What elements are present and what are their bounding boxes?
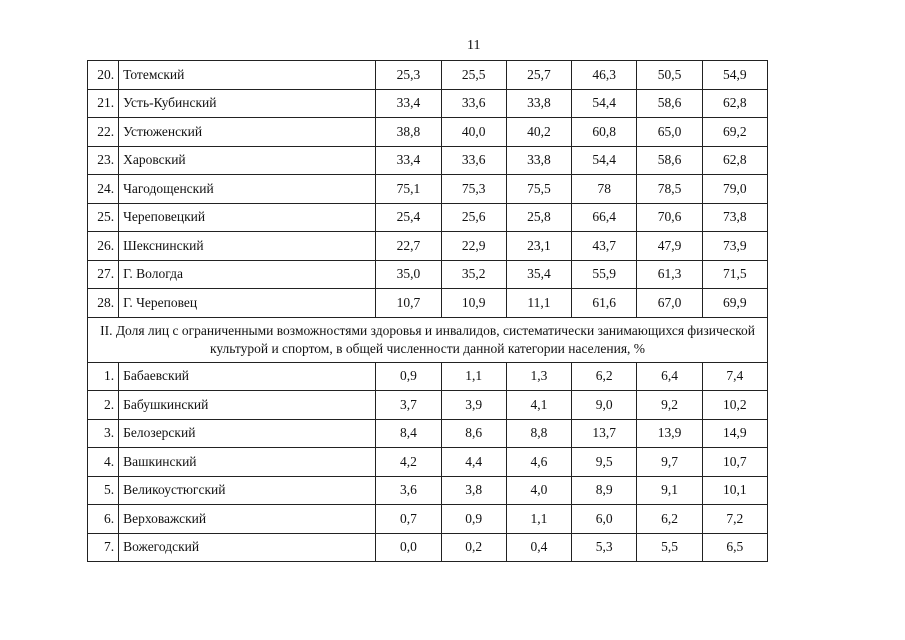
- table-section: [88, 317, 768, 362]
- district-name: Чагодощенский: [119, 175, 376, 204]
- table-row: [88, 448, 768, 477]
- value-cell: 5,5: [637, 533, 702, 562]
- row-number: 6.: [88, 505, 119, 534]
- value-cell: 66,4: [572, 203, 637, 232]
- value-cell: 6,2: [572, 362, 637, 391]
- row-number: 26.: [88, 232, 119, 261]
- value-cell: 35,4: [506, 260, 571, 289]
- value-cell: 4,1: [506, 391, 571, 420]
- row-number: 25.: [88, 203, 119, 232]
- district-name: Харовский: [119, 146, 376, 175]
- district-name: Череповецкий: [119, 203, 376, 232]
- district-name: Усть-Кубинский: [119, 89, 376, 118]
- value-cell: 62,8: [702, 146, 767, 175]
- value-cell: 73,9: [702, 232, 767, 261]
- row-number: 4.: [88, 448, 119, 477]
- value-cell: 75,5: [506, 175, 571, 204]
- table-row: [88, 61, 768, 90]
- district-name: Шекснинский: [119, 232, 376, 261]
- value-cell: 1,1: [441, 362, 506, 391]
- value-cell: 25,5: [441, 61, 506, 90]
- value-cell: 35,2: [441, 260, 506, 289]
- value-cell: 6,4: [637, 362, 702, 391]
- value-cell: 55,9: [572, 260, 637, 289]
- value-cell: 0,9: [376, 362, 441, 391]
- value-cell: 4,2: [376, 448, 441, 477]
- table-row: [88, 118, 768, 147]
- value-cell: 33,8: [506, 89, 571, 118]
- row-number: 3.: [88, 419, 119, 448]
- table-body-bottom: [88, 362, 768, 562]
- table-row: [88, 175, 768, 204]
- value-cell: 0,0: [376, 533, 441, 562]
- indicator-table: [87, 60, 768, 562]
- district-name: Тотемский: [119, 61, 376, 90]
- value-cell: 10,2: [702, 391, 767, 420]
- value-cell: 6,5: [702, 533, 767, 562]
- value-cell: 33,8: [506, 146, 571, 175]
- table-row: [88, 419, 768, 448]
- value-cell: 13,9: [637, 419, 702, 448]
- row-number: 20.: [88, 61, 119, 90]
- district-name: Великоустюгский: [119, 476, 376, 505]
- value-cell: 67,0: [637, 289, 702, 318]
- value-cell: 33,4: [376, 89, 441, 118]
- value-cell: 8,4: [376, 419, 441, 448]
- value-cell: 50,5: [637, 61, 702, 90]
- table-row: [88, 533, 768, 562]
- value-cell: 10,9: [441, 289, 506, 318]
- section-header-row: [88, 317, 768, 362]
- table-row: [88, 289, 768, 318]
- value-cell: 33,6: [441, 146, 506, 175]
- value-cell: 5,3: [572, 533, 637, 562]
- value-cell: 10,7: [702, 448, 767, 477]
- value-cell: 54,9: [702, 61, 767, 90]
- value-cell: 6,2: [637, 505, 702, 534]
- value-cell: 33,4: [376, 146, 441, 175]
- value-cell: 10,1: [702, 476, 767, 505]
- value-cell: 3,7: [376, 391, 441, 420]
- value-cell: 75,3: [441, 175, 506, 204]
- value-cell: 43,7: [572, 232, 637, 261]
- table-body-top: [88, 61, 768, 318]
- value-cell: 4,0: [506, 476, 571, 505]
- value-cell: 62,8: [702, 89, 767, 118]
- value-cell: 22,7: [376, 232, 441, 261]
- value-cell: 23,1: [506, 232, 571, 261]
- value-cell: 75,1: [376, 175, 441, 204]
- value-cell: 3,9: [441, 391, 506, 420]
- value-cell: 7,2: [702, 505, 767, 534]
- value-cell: 35,0: [376, 260, 441, 289]
- value-cell: 8,6: [441, 419, 506, 448]
- value-cell: 7,4: [702, 362, 767, 391]
- value-cell: 0,2: [441, 533, 506, 562]
- district-name: Г. Череповец: [119, 289, 376, 318]
- district-name: Верховажский: [119, 505, 376, 534]
- value-cell: 0,7: [376, 505, 441, 534]
- table-row: [88, 362, 768, 391]
- value-cell: 54,4: [572, 146, 637, 175]
- row-number: 22.: [88, 118, 119, 147]
- value-cell: 4,6: [506, 448, 571, 477]
- row-number: 7.: [88, 533, 119, 562]
- table-row: [88, 391, 768, 420]
- value-cell: 3,6: [376, 476, 441, 505]
- table-row: [88, 260, 768, 289]
- value-cell: 40,2: [506, 118, 571, 147]
- value-cell: 33,6: [441, 89, 506, 118]
- value-cell: 40,0: [441, 118, 506, 147]
- value-cell: 9,7: [637, 448, 702, 477]
- value-cell: 73,8: [702, 203, 767, 232]
- table-row: [88, 232, 768, 261]
- row-number: 1.: [88, 362, 119, 391]
- value-cell: 58,6: [637, 146, 702, 175]
- district-name: Г. Вологда: [119, 260, 376, 289]
- value-cell: 0,4: [506, 533, 571, 562]
- table-row: [88, 505, 768, 534]
- district-name: Вожегодский: [119, 533, 376, 562]
- district-name: Бабаевский: [119, 362, 376, 391]
- value-cell: 4,4: [441, 448, 506, 477]
- value-cell: 22,9: [441, 232, 506, 261]
- value-cell: 69,2: [702, 118, 767, 147]
- value-cell: 1,3: [506, 362, 571, 391]
- row-number: 28.: [88, 289, 119, 318]
- value-cell: 46,3: [572, 61, 637, 90]
- section-title: II. Доля лиц с ограниченными возможностями здоровья и инвалидов, систематически занимающихся физической культурой и спортом, в общей численности данной категории населения, %: [88, 317, 768, 362]
- value-cell: 78,5: [637, 175, 702, 204]
- value-cell: 38,8: [376, 118, 441, 147]
- value-cell: 25,6: [441, 203, 506, 232]
- value-cell: 6,0: [572, 505, 637, 534]
- value-cell: 61,3: [637, 260, 702, 289]
- table-row: [88, 89, 768, 118]
- value-cell: 25,3: [376, 61, 441, 90]
- value-cell: 58,6: [637, 89, 702, 118]
- district-name: Белозерский: [119, 419, 376, 448]
- page-number: 11: [467, 38, 481, 53]
- value-cell: 78: [572, 175, 637, 204]
- value-cell: 25,7: [506, 61, 571, 90]
- value-cell: 13,7: [572, 419, 637, 448]
- table-row: [88, 476, 768, 505]
- district-name: Вашкинский: [119, 448, 376, 477]
- value-cell: 1,1: [506, 505, 571, 534]
- value-cell: 70,6: [637, 203, 702, 232]
- value-cell: 65,0: [637, 118, 702, 147]
- value-cell: 9,0: [572, 391, 637, 420]
- value-cell: 8,9: [572, 476, 637, 505]
- row-number: 21.: [88, 89, 119, 118]
- value-cell: 9,5: [572, 448, 637, 477]
- row-number: 24.: [88, 175, 119, 204]
- value-cell: 79,0: [702, 175, 767, 204]
- value-cell: 71,5: [702, 260, 767, 289]
- district-name: Бабушкинский: [119, 391, 376, 420]
- table-row: [88, 203, 768, 232]
- value-cell: 25,4: [376, 203, 441, 232]
- table-row: [88, 146, 768, 175]
- value-cell: 54,4: [572, 89, 637, 118]
- value-cell: 8,8: [506, 419, 571, 448]
- value-cell: 11,1: [506, 289, 571, 318]
- value-cell: 60,8: [572, 118, 637, 147]
- value-cell: 3,8: [441, 476, 506, 505]
- value-cell: 14,9: [702, 419, 767, 448]
- row-number: 23.: [88, 146, 119, 175]
- row-number: 5.: [88, 476, 119, 505]
- row-number: 27.: [88, 260, 119, 289]
- district-name: Устюженский: [119, 118, 376, 147]
- value-cell: 9,2: [637, 391, 702, 420]
- value-cell: 69,9: [702, 289, 767, 318]
- row-number: 2.: [88, 391, 119, 420]
- value-cell: 10,7: [376, 289, 441, 318]
- value-cell: 25,8: [506, 203, 571, 232]
- value-cell: 61,6: [572, 289, 637, 318]
- value-cell: 0,9: [441, 505, 506, 534]
- value-cell: 9,1: [637, 476, 702, 505]
- value-cell: 47,9: [637, 232, 702, 261]
